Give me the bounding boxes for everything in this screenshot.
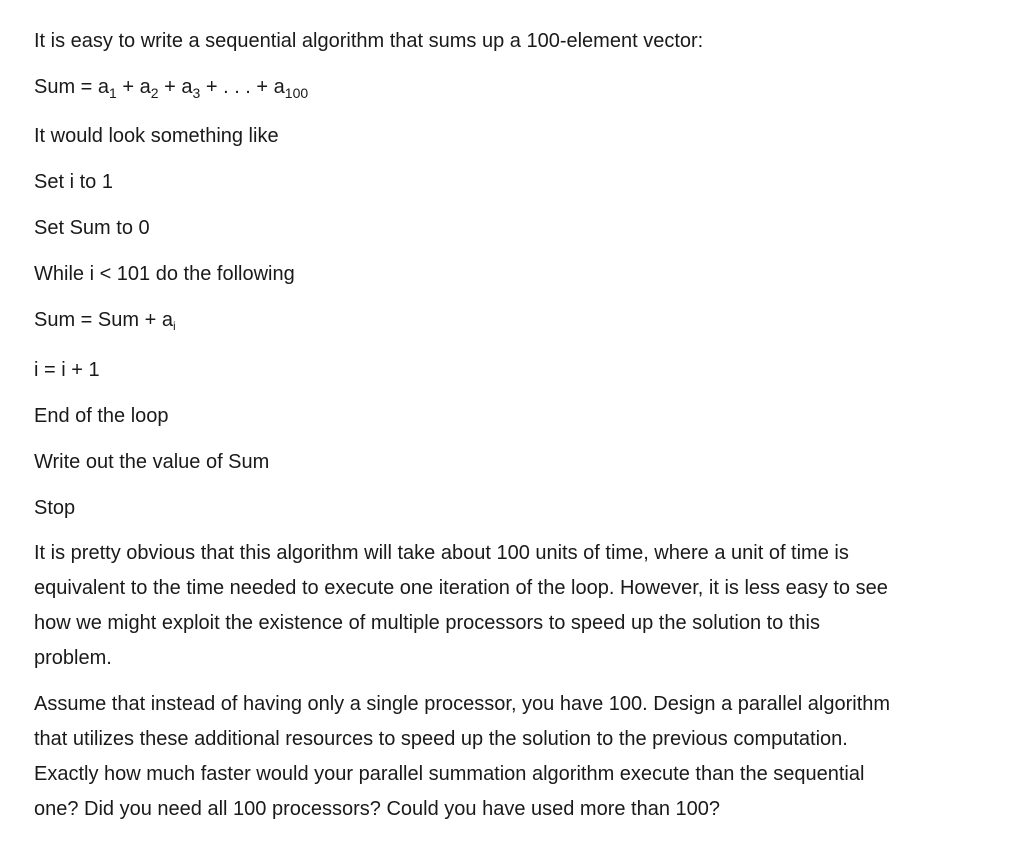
sum-equation: [34, 75, 308, 100]
paragraph-exercise: [34, 687, 994, 827]
equation-sub-3: 3: [192, 85, 201, 101]
paragraph-analysis-line: It is pretty obvious that this algorithm will take about 100 units of time, where a unit of time is: [34, 542, 849, 564]
paragraph-analysis-line: equivalent to the time needed to execute one iteration of the loop. However, it is less easy to see: [34, 577, 888, 599]
paragraph-exercise-line: Exactly how much faster would your parallel summation algorithm execute than the sequential: [34, 763, 865, 785]
paragraph-exercise-line: Assume that instead of having only a single processor, you have 100. Design a parallel algorithm: [34, 693, 891, 715]
algorithm-step-6: End of the loop: [34, 405, 169, 427]
paragraph-exercise-line: that utilizes these additional resources to speed up the solution to the previous computation.: [34, 728, 848, 750]
algorithm-step-2: Set Sum to 0: [34, 217, 150, 239]
equation-sub-100: 100: [284, 85, 309, 101]
paragraph-exercise-line: one? Did you need all 100 processors? Could you have used more than 100?: [34, 798, 721, 820]
equation-dots: + . . . + a: [200, 76, 285, 98]
intro-text: It is easy to write a sequential algorithm that sums up a 100-element vector:: [34, 30, 704, 52]
paragraph-analysis-line: how we might exploit the existence of multiple processors to speed up the solution to this: [34, 612, 820, 634]
equation-sub-2: 2: [150, 85, 159, 101]
equation-lhs: Sum = a: [34, 76, 110, 98]
algorithm-step-8: Stop: [34, 497, 76, 519]
algorithm-step-3: While i < 101 do the following: [34, 263, 295, 285]
paragraph-analysis: [34, 536, 994, 676]
algorithm-step-5: i = i + 1: [34, 359, 100, 381]
algorithm-step-1: Set i to 1: [34, 171, 113, 193]
paragraph-analysis-line: problem.: [34, 647, 112, 669]
equation-plus-1: + a: [116, 76, 151, 98]
algorithm-step-7: Write out the value of Sum: [34, 451, 270, 473]
lead-text: It would look something like: [34, 125, 279, 147]
algorithm-step-4-sub: i: [172, 319, 176, 333]
equation-sub-1: 1: [109, 85, 117, 101]
equation-plus-2: + a: [158, 76, 193, 98]
algorithm-step-4: [34, 308, 176, 334]
algorithm-step-4-main: Sum = Sum + a: [34, 309, 173, 331]
